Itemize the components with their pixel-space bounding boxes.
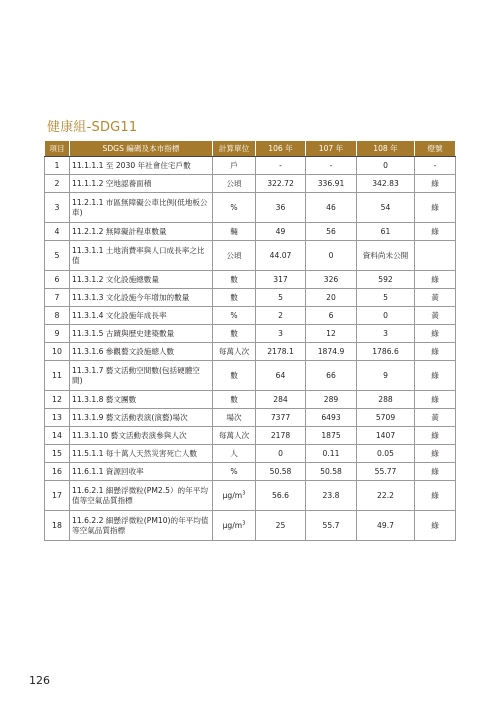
value-108: 55.77 [357,463,415,481]
value-107: 6493 [306,409,357,427]
value-108: 0.05 [357,445,415,463]
page-number: 126 [29,674,50,687]
value-107: 23.8 [306,481,357,511]
value-106: 50.58 [256,463,306,481]
value-106: 317 [256,271,306,289]
light-cell: 綠 [415,427,456,445]
unit-cell: 數 [213,289,256,307]
value-107: 66 [306,361,357,391]
table-row [45,289,456,307]
light-cell: 綠 [415,175,456,193]
unit-cell: 戶 [213,157,256,175]
value-106: 44.07 [256,241,306,271]
header-indicator: SDGS 編碼及本市指標 [70,141,213,157]
unit-cell: 公頃 [213,175,256,193]
unit-cell: 數 [213,325,256,343]
value-108: 1407 [357,427,415,445]
table-row [45,223,456,241]
value-106: 2178 [256,427,306,445]
light-cell [415,241,456,271]
value-108: 5 [357,289,415,307]
header-107: 107 年 [306,141,357,157]
value-107: 1875 [306,427,357,445]
light-cell: 綠 [415,361,456,391]
light-cell: 綠 [415,391,456,409]
section-title: 健康組-SDG11 [47,120,138,135]
unit-cell: 場次 [213,409,256,427]
indicator-name: 11.3.1.4 文化設施年成長率 [70,307,213,325]
table-row [45,511,456,541]
value-106: 2178.1 [256,343,306,361]
table-row [45,427,456,445]
unit-cell: 數 [213,391,256,409]
row-index: 3 [45,193,70,223]
row-index: 5 [45,241,70,271]
indicator-name: 11.3.1.10 藝文活動表演參與人次 [70,427,213,445]
light-cell: 綠 [415,445,456,463]
table-header-row [45,141,456,157]
row-index: 14 [45,427,70,445]
indicator-name: 11.3.1.9 藝文活動表演(演藝)場次 [70,409,213,427]
row-index: 15 [45,445,70,463]
indicator-name: 11.2.1.1 市區無障礙公車比例(低地板公車) [70,193,213,223]
row-index: 13 [45,409,70,427]
row-index: 16 [45,463,70,481]
value-106: 0 [256,445,306,463]
value-108: 288 [357,391,415,409]
table-row [45,193,456,223]
unit-cell: % [213,193,256,223]
row-index: 1 [45,157,70,175]
indicator-name: 11.1.1.2 空地認養面積 [70,175,213,193]
indicator-name: 11.3.1.3 文化設施今年增加的數量 [70,289,213,307]
table-row [45,391,456,409]
indicator-name: 11.1.1.1 至 2030 年社會住宅戶數 [70,157,213,175]
light-cell: 綠 [415,223,456,241]
unit-cell: % [213,307,256,325]
light-cell: 綠 [415,511,456,541]
value-107: 326 [306,271,357,289]
value-106: 7377 [256,409,306,427]
table-row [45,271,456,289]
table-row [45,175,456,193]
light-cell: 綠 [415,481,456,511]
value-107: 0 [306,241,357,271]
row-index: 17 [45,481,70,511]
unit-cell: % [213,463,256,481]
table-row [45,241,456,271]
indicator-table [44,140,456,541]
light-cell: 黃 [415,289,456,307]
unit-base: µg/m [222,520,243,530]
row-index: 4 [45,223,70,241]
value-107: 46 [306,193,357,223]
indicator-name: 11.6.2.2 細懸浮微粒(PM10)的年平均值等空氣品質指標 [70,511,213,541]
unit-cell: 人 [213,445,256,463]
value-106: 284 [256,391,306,409]
row-index: 2 [45,175,70,193]
row-index: 8 [45,307,70,325]
value-108: 342.83 [357,175,415,193]
light-cell: 綠 [415,463,456,481]
row-index: 7 [45,289,70,307]
indicator-name: 11.2.1.2 無障礙計程車數量 [70,223,213,241]
indicator-name: 11.3.1.2 文化設施總數量 [70,271,213,289]
value-106: 36 [256,193,306,223]
table-row [45,325,456,343]
value-108: 資料尚未公開 [357,241,415,271]
row-index: 18 [45,511,70,541]
value-106: 5 [256,289,306,307]
indicator-name: 11.3.1.7 藝文活動空間數(包括硬體空間) [70,361,213,391]
value-107: 1874.9 [306,343,357,361]
unit-cell: 數 [213,361,256,391]
unit-cell: 公頃 [213,241,256,271]
table-row [45,157,456,175]
value-107: 50.58 [306,463,357,481]
value-107: 0.11 [306,445,357,463]
indicator-name: 11.3.1.8 藝文團數 [70,391,213,409]
value-107: 56 [306,223,357,241]
unit-cell: 每萬人次 [213,343,256,361]
value-106: 56.6 [256,481,306,511]
value-108: 9 [357,361,415,391]
header-108: 108 年 [357,141,415,157]
row-index: 9 [45,325,70,343]
table-row [45,409,456,427]
unit-cell: 輛 [213,223,256,241]
value-106: 49 [256,223,306,241]
header-item: 項目 [45,141,70,157]
light-cell: 黃 [415,409,456,427]
value-106: 322.72 [256,175,306,193]
unit-cell: 每萬人次 [213,427,256,445]
light-cell: 綠 [415,271,456,289]
table-row [45,445,456,463]
value-108: 0 [357,307,415,325]
light-cell: 綠 [415,325,456,343]
unit-cell [213,511,256,541]
light-cell: 綠 [415,193,456,223]
value-107: 6 [306,307,357,325]
unit-cell [213,481,256,511]
value-108: 592 [357,271,415,289]
value-106: - [256,157,306,175]
indicator-name: 11.3.1.1 土地消費率與人口成長率之比值 [70,241,213,271]
indicator-name: 11.5.1.1 每十萬人天然災害死亡人數 [70,445,213,463]
header-light: 燈號 [415,141,456,157]
value-107: 336.91 [306,175,357,193]
row-index: 11 [45,361,70,391]
table-row [45,307,456,325]
indicator-name: 11.3.1.6 參觀藝文設施總人數 [70,343,213,361]
table-row [45,463,456,481]
indicator-name: 11.3.1.5 古蹟與歷史建築數量 [70,325,213,343]
value-108: 49.7 [357,511,415,541]
unit-superscript: 3 [242,520,246,527]
value-108: 54 [357,193,415,223]
unit-base: µg/m [222,490,243,500]
light-cell: 黃 [415,307,456,325]
value-108: 0 [357,157,415,175]
value-106: 64 [256,361,306,391]
value-106: 2 [256,307,306,325]
value-108: 3 [357,325,415,343]
row-index: 12 [45,391,70,409]
row-index: 10 [45,343,70,361]
value-108: 22.2 [357,481,415,511]
light-cell: - [415,157,456,175]
table-row [45,481,456,511]
value-107: - [306,157,357,175]
table-row [45,361,456,391]
value-107: 20 [306,289,357,307]
unit-superscript: 3 [242,490,246,497]
light-cell: 綠 [415,343,456,361]
value-107: 55.7 [306,511,357,541]
value-108: 5709 [357,409,415,427]
value-108: 1786.6 [357,343,415,361]
value-107: 289 [306,391,357,409]
value-106: 25 [256,511,306,541]
unit-cell: 數 [213,271,256,289]
indicator-name: 11.6.2.1 細懸浮微粒(PM2.5）的年平均值等空氣品質指標 [70,481,213,511]
table-row [45,343,456,361]
header-106: 106 年 [256,141,306,157]
row-index: 6 [45,271,70,289]
value-107: 12 [306,325,357,343]
value-106: 3 [256,325,306,343]
value-108: 61 [357,223,415,241]
indicator-name: 11.6.1.1 資源回收率 [70,463,213,481]
header-unit: 計算單位 [213,141,256,157]
